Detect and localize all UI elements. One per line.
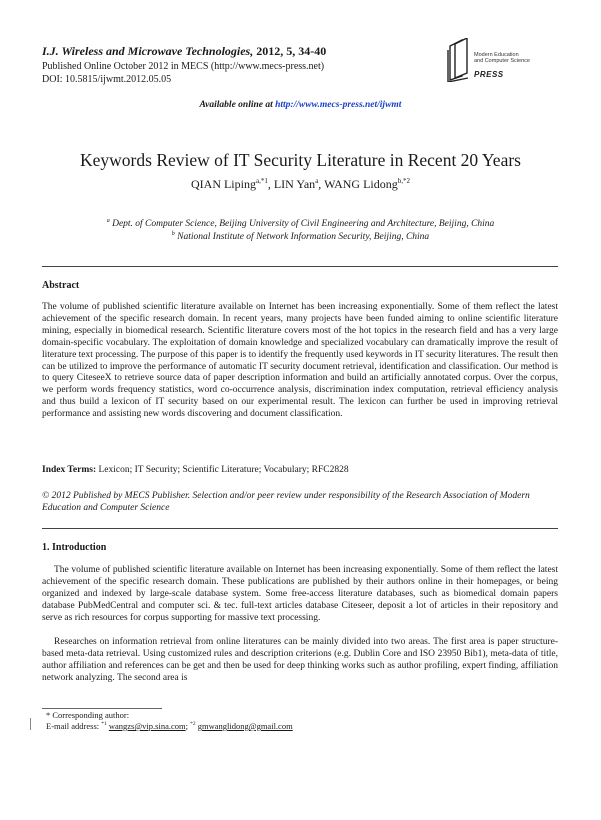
affiliation-text: National Institute of Network Information Security, Beijing, China xyxy=(174,232,430,243)
logo-line-1: Modern Education xyxy=(474,52,519,58)
abstract-text: The volume of published scientific literature available on Internet has been increasing exponentially. Some of them reflect the latest achievement of the specific research domain. In recent years, many projects have been funded aiming to online scientific literature mining, especially in biomedical research. Scientific literature covers most of the hot topics in the research field and has a very large domain-specific vocabulary. The exploitation of domain knowledge and specialized vocabulary can dramatically improve the result of literature text processing. The purpose of this paper is to identify the frequently used keywords in IT security literatures. The result then can be utilized to improve the performance of automatic IT security document retrieval, identification and classification. Our method is to query CiteseeX to retrieve source data of paper description information and build an artificially annotated corpus. Over the corpus, we perform words frequency statistics, word co-occurrence analysis, discrimination index computation, retrieval efficiency analysis and thus build a lexicon of IT security based on our experimental result. The lexicon can further be used in improving retrieval performance and assisting new words discovering and document classification. xyxy=(42,302,558,420)
author-name: QIAN Liping xyxy=(190,177,256,191)
author-superscript: a xyxy=(315,177,319,185)
divider xyxy=(42,528,558,529)
journal-issue: 2012, 5, 34-40 xyxy=(256,44,327,58)
paper-title: Keywords Review of IT Security Literature in Recent 20 Years xyxy=(80,150,521,170)
logo-line-2: and Computer Science xyxy=(474,58,530,64)
author-separator: , xyxy=(318,177,325,191)
abstract-heading: Abstract xyxy=(42,280,80,291)
margin-bar xyxy=(30,718,31,730)
footnote-divider xyxy=(42,708,162,709)
email-footnote xyxy=(46,721,293,731)
index-terms xyxy=(42,465,349,475)
journal-header xyxy=(42,44,326,59)
author-list xyxy=(0,177,601,192)
doi-line: DOI: 10.5815/ijwmt.2012.05.05 xyxy=(42,74,172,85)
affiliation-b xyxy=(0,231,601,242)
author-name: WANG Lidong xyxy=(324,177,398,191)
publisher-name xyxy=(474,52,530,64)
affiliation-marker: a xyxy=(106,218,110,224)
corresponding-author-note: * Corresponding author: xyxy=(46,710,130,720)
author-name: LIN Yan xyxy=(273,177,316,191)
divider xyxy=(42,266,558,267)
affiliation-marker: b xyxy=(171,231,175,237)
email-label: E-mail address: xyxy=(46,721,102,731)
journal-name: I.J. Wireless and Microwave Technologies, xyxy=(42,44,254,58)
author-separator: , xyxy=(267,177,274,191)
logo-press: PRESS xyxy=(474,70,504,79)
email-link[interactable]: gmwanglidong@gmail.com xyxy=(197,721,293,731)
section-heading: 1. Introduction xyxy=(42,542,107,553)
email-link[interactable]: wangzs@vip.sina.com xyxy=(108,721,186,731)
email-separator: ; xyxy=(185,721,191,731)
author-superscript: b,*2 xyxy=(397,177,411,185)
affiliation-a xyxy=(0,218,601,229)
intro-paragraph-1: The volume of published scientific literature available on Internet has been increasing exponentially. Some of them reflect the latest achievement of the specific research domain. These publications are published by their authors online in their homepages, or being organized and indexed by large-scale database system. Some free-access literature databases, such as biomedical domain papers database PubMedCentral and computer sci. & tec. full-text articles database Citeseer, deposit a lot of articles in their repository and serve as rich resources for corpus supporting for massive text processing. xyxy=(42,565,558,623)
available-online xyxy=(0,100,601,110)
index-terms-label: Index Terms: xyxy=(42,465,99,475)
copyright-notice: © 2012 Published by MECS Publisher. Selection and/or peer review under responsibility of the Research Association of Modern Education and Computer Science xyxy=(42,491,530,513)
email-marker: *1 xyxy=(101,721,107,728)
available-prefix: Available online at xyxy=(199,100,276,110)
published-online-line: Published Online October 2012 in MECS (http://www.mecs-press.net) xyxy=(42,61,325,72)
intro-paragraph-2: Researches on information retrieval from online literatures can be mainly divided into two areas. The first area is paper structure-based meta-data retrieval. Using customized rules and description criterions (e.g. Dublin Core and ISO 23950 Bib1), meta-data of title, author affiliation and references can be get and then be used for deep thinking works such as author profiling, expert finding, affiliation network analyzing. The second area is xyxy=(42,637,558,683)
affiliation-text: Dept. of Computer Science, Beijing University of Civil Engineering and Architecture, Beijing, China xyxy=(109,219,495,230)
author-superscript: a,*1 xyxy=(255,177,268,185)
email-marker: *2 xyxy=(190,721,196,728)
journal-url-link[interactable]: http://www.mecs-press.net/ijwmt xyxy=(275,100,402,110)
index-terms-value: Lexicon; IT Security; Scientific Literature; Vocabulary; RFC2828 xyxy=(98,465,349,475)
